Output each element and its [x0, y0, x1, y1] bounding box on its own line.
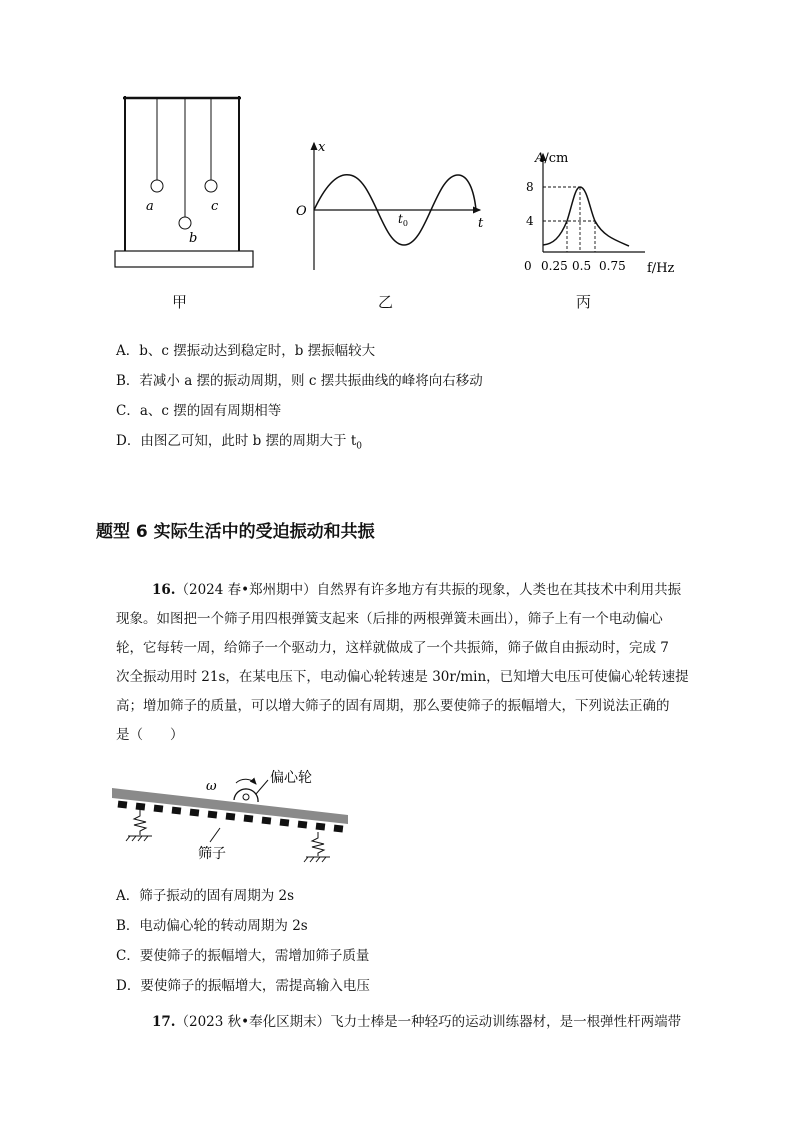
y-tick-8: 8: [526, 180, 534, 194]
pendulum-b: [179, 217, 191, 229]
x-label: x: [318, 140, 326, 155]
q16-number: 16.: [152, 582, 176, 598]
rotation-arrow: [236, 779, 256, 784]
label-b: b: [189, 231, 198, 246]
y-axis-label: A/cm: [535, 151, 569, 166]
q16-option-c: C．要使筛子的振幅增大，需增加筛子质量: [116, 948, 370, 964]
label-c: c: [211, 199, 219, 214]
x-tick-025: 0.25: [541, 259, 568, 273]
q16-option-d: D．要使筛子的振幅增大，需提高输入电压: [116, 978, 370, 994]
caption-jia: 甲: [172, 293, 188, 311]
t0-label: $t_0$: [398, 212, 408, 228]
y-tick-4: 4: [526, 214, 534, 228]
x-tick-05: 0.5: [572, 259, 592, 273]
q15-option-d: D．由图乙可知，此时 b 摆的周期大于 $t_0$: [116, 433, 362, 452]
sieve-label: 筛子: [198, 846, 226, 862]
right-spring: [304, 832, 330, 862]
resonance-curve: [543, 187, 629, 246]
pendulum-c: [205, 180, 217, 192]
resonance-sieve-figure: [110, 768, 360, 868]
caption-bing: 丙: [576, 293, 592, 311]
x-tick-0: 0: [524, 259, 532, 273]
q16-option-a: A．筛子振动的固有周期为 2s: [116, 888, 295, 904]
q15-option-a: A．b、c 摆振动达到稳定时，b 摆振幅较大: [116, 343, 376, 359]
q17-number: 17.: [152, 1014, 176, 1030]
label-a: a: [146, 199, 154, 214]
x-axis-label: f/Hz: [647, 261, 675, 276]
omega-label: ω: [206, 779, 217, 794]
frame-base: [115, 251, 253, 267]
pendulum-frame-figure: [105, 88, 265, 288]
q17-text: 17.（2023 秋•奉化区期末）飞力士棒是一种轻巧的运动训练器材，是一根弹性杆两端带: [152, 1014, 682, 1030]
q15-option-c: C．a、c 摆的固有周期相等: [116, 403, 282, 419]
left-spring: [126, 809, 152, 841]
section-title: 题型 6 实际生活中的受迫振动和共振: [96, 522, 375, 542]
caption-yi: 乙: [378, 293, 394, 311]
q15-option-b: B．若减小 a 摆的振动周期，则 c 摆共振曲线的峰将向右移动: [116, 373, 483, 389]
x-tick-075: 0.75: [599, 259, 626, 273]
wheel-label: 偏心轮: [270, 770, 312, 786]
origin-label: O: [296, 204, 307, 219]
pendulum-a: [151, 180, 163, 192]
q16-option-b: B．电动偏心轮的转动周期为 2s: [116, 918, 308, 934]
q16-text: 16.（2024 春•郑州期中）自然界有许多地方有共振的现象，人类也在其技术中利用共振 现象。如图把一个筛子用四根弹簧支起来（后排的两根弹簧未画出），筛子上有一个电动偏心 轮，它每转一周，给筛子一个驱动力，这样就做成了一个共振筛，筛子做自由振动时，完成 7 次全振动用时 21s，在某电压下，电动偏心轮转速是 30r/min，已知增大电压可使偏心轮转速提 高；增加筛子的质量，可以增大筛子的固有周期，那么要使筛子的振幅增大，下列说法正确的 是（ ）: [116, 582, 689, 743]
displacement-time-graph: [290, 135, 500, 275]
resonance-curve-graph: [505, 140, 685, 280]
t-label: t: [478, 216, 484, 231]
